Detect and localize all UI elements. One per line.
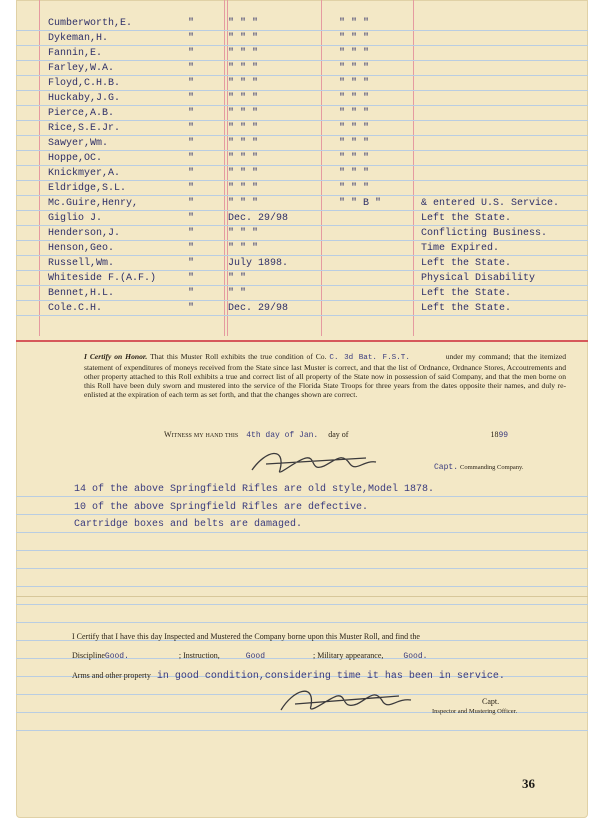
member-name: Russell,Wm. (48, 258, 115, 269)
member-name: Huckaby,J.G. (48, 93, 121, 104)
member-name: Hoppe,OC. (48, 153, 103, 164)
row-cell: " (188, 303, 195, 314)
row-cell: " (188, 63, 195, 74)
member-name: Mc.Guire,Henry, (48, 198, 139, 209)
row-cell: " " " (228, 183, 259, 194)
table-row (16, 196, 588, 211)
arms-value: in good condition,considering time it has been in service. (156, 671, 505, 682)
discipline-value: Good. (104, 652, 129, 661)
instruction-label: ; Instruction, (178, 651, 220, 660)
row-cell: Left the State. (421, 213, 512, 224)
row-cell: " (188, 243, 195, 254)
member-name: Henson,Geo. (48, 243, 115, 254)
certify-lead: I Certify on Honor. (84, 352, 148, 361)
inspector-rank: Capt. (482, 697, 500, 706)
table-row (16, 211, 588, 226)
row-cell: " (188, 213, 195, 224)
section-divider (16, 340, 588, 342)
year-prefix: 18 (490, 430, 499, 439)
row-cell: " " " (339, 108, 370, 119)
member-name: Fannin,E. (48, 48, 103, 59)
commander-role: Commanding Company. (460, 464, 524, 471)
note-rule (16, 514, 588, 515)
row-cell: & entered U.S. Service. (421, 198, 560, 209)
row-cell: " " " (228, 93, 259, 104)
table-row (16, 16, 588, 31)
row-cell: July 1898. (228, 258, 289, 269)
row-cell: " (188, 18, 195, 29)
inspection-line-2 (72, 651, 566, 661)
member-name: Eldridge,S.L. (48, 183, 127, 194)
table-row (16, 136, 588, 151)
row-cell: " " (228, 273, 247, 284)
row-cell: " " " (339, 18, 370, 29)
page-number: 36 (522, 776, 535, 791)
row-cell: Left the State. (421, 258, 512, 269)
row-cell: Left the State. (421, 303, 512, 314)
row-cell: " " " (339, 138, 370, 149)
member-name: Dykeman,H. (48, 33, 109, 44)
row-cell: " " " (228, 243, 259, 254)
row-cell: " " " (228, 153, 259, 164)
row-cell: " (188, 78, 195, 89)
note-rule (16, 568, 588, 569)
row-cell: " " " (339, 93, 370, 104)
member-name: Pierce,A.B. (48, 108, 115, 119)
table-row (16, 181, 588, 196)
row-cell: " " B " (339, 198, 382, 209)
row-cell: " " " (228, 123, 259, 134)
row-cell: Dec. 29/98 (228, 303, 289, 314)
member-name: Cumberworth,E. (48, 18, 133, 29)
table-row (16, 31, 588, 46)
day-of-label: day of (328, 430, 349, 439)
note-1: 14 of the above Springfield Rifles are old style,Model 1878. (74, 484, 435, 495)
table-row (16, 76, 588, 91)
table-row (16, 301, 588, 316)
note-rule (16, 550, 588, 551)
member-name: Whiteside F.(A.F.) (48, 273, 157, 284)
row-cell: Physical Disability (421, 273, 536, 284)
table-row (16, 226, 588, 241)
row-cell: " (188, 273, 195, 284)
row-cell: " " " (339, 63, 370, 74)
witness-label: Witness my hand this (164, 430, 239, 439)
row-cell: " " " (228, 48, 259, 59)
table-row (16, 241, 588, 256)
table-row (16, 61, 588, 76)
row-cell: " " " (228, 228, 259, 239)
arms-label: Arms and other property (72, 671, 151, 680)
row-cell: " " " (228, 168, 259, 179)
row-cell: " " (228, 288, 247, 299)
certify-text-2: under my command; that the itemized statement of expenditures of moneys received from the State since last Muster is correct, and that the list of Ordnance, Ordnance Stores, Accoutrements and other property attached to this Roll exhibits a true and correct list of all property of the State now in possession of said Company, and that the men borne on this Roll have been duly sworn and mustered into the service of the Florida State Troops for three years from the dates opposite their names, and duly re-enlisted at the expiration of each term as set forth, and that the changes shown are correct. (84, 352, 567, 399)
member-name: Giglio J. (48, 213, 103, 224)
note-rule (16, 496, 588, 497)
row-cell: " " " (228, 108, 259, 119)
row-cell: " (188, 228, 195, 239)
certificate-block (84, 352, 566, 399)
appearance-value: Good. (403, 652, 428, 661)
row-cell: " (188, 153, 195, 164)
table-row (16, 46, 588, 61)
witness-date: 4th day of Jan. (246, 431, 319, 440)
row-cell: " (188, 183, 195, 194)
note-3: Cartridge boxes and belts are damaged. (74, 519, 303, 530)
row-cell: " (188, 108, 195, 119)
table-row (16, 106, 588, 121)
row-cell: " (188, 48, 195, 59)
note-2: 10 of the above Springfield Rifles are defective. (74, 502, 369, 513)
member-name: Cole.C.H. (48, 303, 103, 314)
row-cell: " (188, 33, 195, 44)
row-cell: " " " (228, 78, 259, 89)
table-row (16, 121, 588, 136)
row-cell: " " " (339, 153, 370, 164)
row-cell: " (188, 168, 195, 179)
member-name: Floyd,C.H.B. (48, 78, 121, 89)
row-cell: " " " (228, 33, 259, 44)
row-cell: " " " (228, 63, 259, 74)
roll-table (16, 0, 588, 336)
commander-rank: Capt. (434, 463, 459, 472)
note-rule (16, 622, 588, 623)
row-cell: " " " (228, 138, 259, 149)
inspector-signature (271, 676, 421, 720)
inspector-role: Inspector and Mustering Officer. (432, 708, 518, 715)
note-rule (16, 586, 588, 587)
row-cell: " " " (228, 18, 259, 29)
row-cell: " " " (339, 48, 370, 59)
row-cell: Left the State. (421, 288, 512, 299)
table-row (16, 166, 588, 181)
table-row (16, 286, 588, 301)
year-value: 99 (498, 431, 509, 440)
row-cell: " " " (339, 183, 370, 194)
member-name: Henderson,J. (48, 228, 121, 239)
discipline-label: Discipline (72, 651, 105, 660)
note-rule (16, 604, 588, 605)
row-cell: " (188, 93, 195, 104)
muster-roll-page (16, 0, 588, 818)
note-rule (16, 532, 588, 533)
row-cell: " " " (339, 78, 370, 89)
row-cell: " " " (339, 123, 370, 134)
inspection-line-1: I Certify that I have this day Inspected and Mustered the Company borne upon this Muster Roll, and find the (72, 632, 420, 641)
row-cell: Time Expired. (421, 243, 500, 254)
row-cell: Dec. 29/98 (228, 213, 289, 224)
commander-title (434, 462, 524, 472)
instruction-value: Good (245, 652, 265, 661)
member-name: Farley,W.A. (48, 63, 115, 74)
table-row (16, 271, 588, 286)
company-value: C. 3d Bat. F.S.T. (329, 354, 410, 362)
row-cell: " " " (339, 33, 370, 44)
table-row (16, 151, 588, 166)
row-cell: " " " (228, 198, 259, 209)
table-row (16, 256, 588, 271)
row-cell: " (188, 288, 195, 299)
row-rule (16, 315, 588, 316)
appearance-label: ; Military appearance, (313, 651, 384, 660)
row-cell: " " " (339, 168, 370, 179)
row-cell: " (188, 258, 195, 269)
certify-text-1: That this Muster Roll exhibits the true condition of Co. (150, 352, 327, 361)
row-cell: Conflicting Business. (421, 228, 548, 239)
member-name: Knickmyer,A. (48, 168, 121, 179)
member-name: Sawyer,Wm. (48, 138, 109, 149)
row-cell: " (188, 138, 195, 149)
fold-line (16, 596, 588, 597)
member-name: Bennet,H.L. (48, 288, 115, 299)
witness-line (164, 430, 508, 440)
row-cell: " (188, 123, 195, 134)
commander-signature (246, 440, 396, 480)
row-cell: " (188, 198, 195, 209)
note-rule (16, 730, 588, 731)
member-name: Rice,S.E.Jr. (48, 123, 121, 134)
table-row (16, 91, 588, 106)
